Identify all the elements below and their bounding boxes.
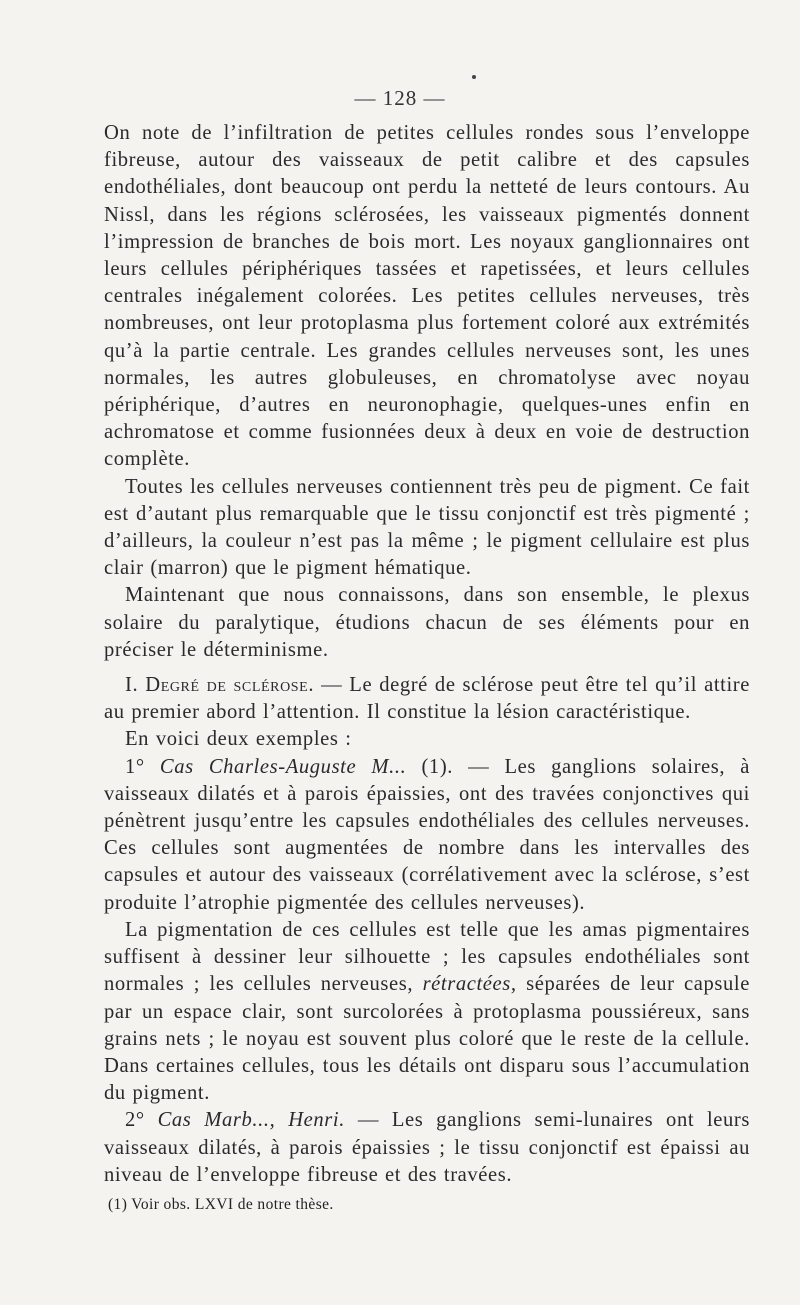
section-heading: Degré de sclérose. <box>145 674 315 697</box>
footnote: (1) Voir obs. LXVI de notre thèse. <box>108 1196 334 1213</box>
section-degree <box>104 672 750 726</box>
case-2-label: Cas Marb..., Henri. <box>157 1109 345 1132</box>
section-text: — Le degré de sclérose peut être tel qu’il attire au premier abord l’attention. Il constitue la lésion caractéristique. <box>104 674 750 724</box>
case-2-number: 2° <box>125 1109 145 1132</box>
ink-speck <box>472 75 476 79</box>
pigmentation-text-b: séparées de leur capsule par un espace clair, sont surcolorées à protoplasma poussiéreux, sans grains nets ; le noyau est souvent plus coloré que le reste de la cellule. Dans certaines cellules, tous les détails ont disparu sous l’accumulation du pigment. <box>104 973 750 1105</box>
section-number: I. <box>125 674 139 697</box>
case-1 <box>104 754 750 917</box>
paragraph-infiltration: On note de l’infiltration de petites cellules rondes sous l’enveloppe fibreuse, autour des vaisseaux de petit calibre et des capsules endothéliales, dont beaucoup ont perdu la netteté de leurs contours. Au Nissl, dans les régions sclérosées, les vaisseaux pigmentés donnent l’impression de branches de bois mort. Les noyaux ganglionnaires ont leurs cellules périphériques tassées et rapetissées, et leurs cellules centrales inégalement colorées. Les petites cellules nerveuses, très nombreuses, ont leur protoplasma plus fortement coloré aux extrémités qu’à la partie centrale. Les grandes cellules nerveuses sont, les unes normales, les autres globuleuses, en chromatolyse avec noyau périphérique, d’autres en neuronophagie, quelques-unes enfin en achromatose et comme fusionnées deux à deux en voie de destruction complète. <box>104 122 750 471</box>
pigmentation-emphasis: rétractées, <box>422 973 517 996</box>
examples-intro: En voici deux exemples : <box>125 728 352 751</box>
case-1-ref: (1). <box>406 755 454 778</box>
case-1-text: — Les ganglions solaires, à vaisseaux dilatés et à parois épaissies, ont des travées conjonctives qui pénètrent jusqu’entre les capsules endothéliales des cellules nerveuses. Ces cellules sont augmentées de nombre dans les intervalles des capsules et autour des vaisseaux (corrélativement avec la sclérose, s’est produite l’atrophie pigmentée des cellules nerveuses). <box>104 755 751 914</box>
paragraph-pigmentation <box>104 917 750 1107</box>
paragraph-pigment: Toutes les cellules nerveuses contiennent très peu de pigment. Ce fait est d’autant plus remarquable que le tissu conjonctif est très pigmenté ; d’ailleurs, la couleur n’est pas la même ; le pigment cellulaire est plus clair (marron) que le pigment hématique. <box>104 475 750 580</box>
paragraph-plexus: Maintenant que nous connaissons, dans son ensemble, le plexus solaire du paralytique, étudions chacun de ses éléments pour en préciser le déterminisme. <box>104 584 750 661</box>
pigmentation-text-a: La pigmentation de ces cellules est telle que les amas pigmentaires suffisent à dessiner leur silhouette ; les capsules endothéliales sont normales ; les cellules nerveuses, <box>104 918 750 996</box>
case-2-text: — Les ganglions semi-lunaires ont leurs vaisseaux dilatés, à parois épaissies ; le tissu conjonctif est épaissi au niveau de l’enveloppe fibreuse et des travées. <box>104 1109 751 1186</box>
case-1-number: 1° <box>125 755 145 778</box>
case-2 <box>104 1107 750 1189</box>
body-text <box>104 120 750 1189</box>
page-number: — 128 — <box>354 86 446 110</box>
case-1-label: Cas Charles-Auguste M... <box>159 755 407 778</box>
